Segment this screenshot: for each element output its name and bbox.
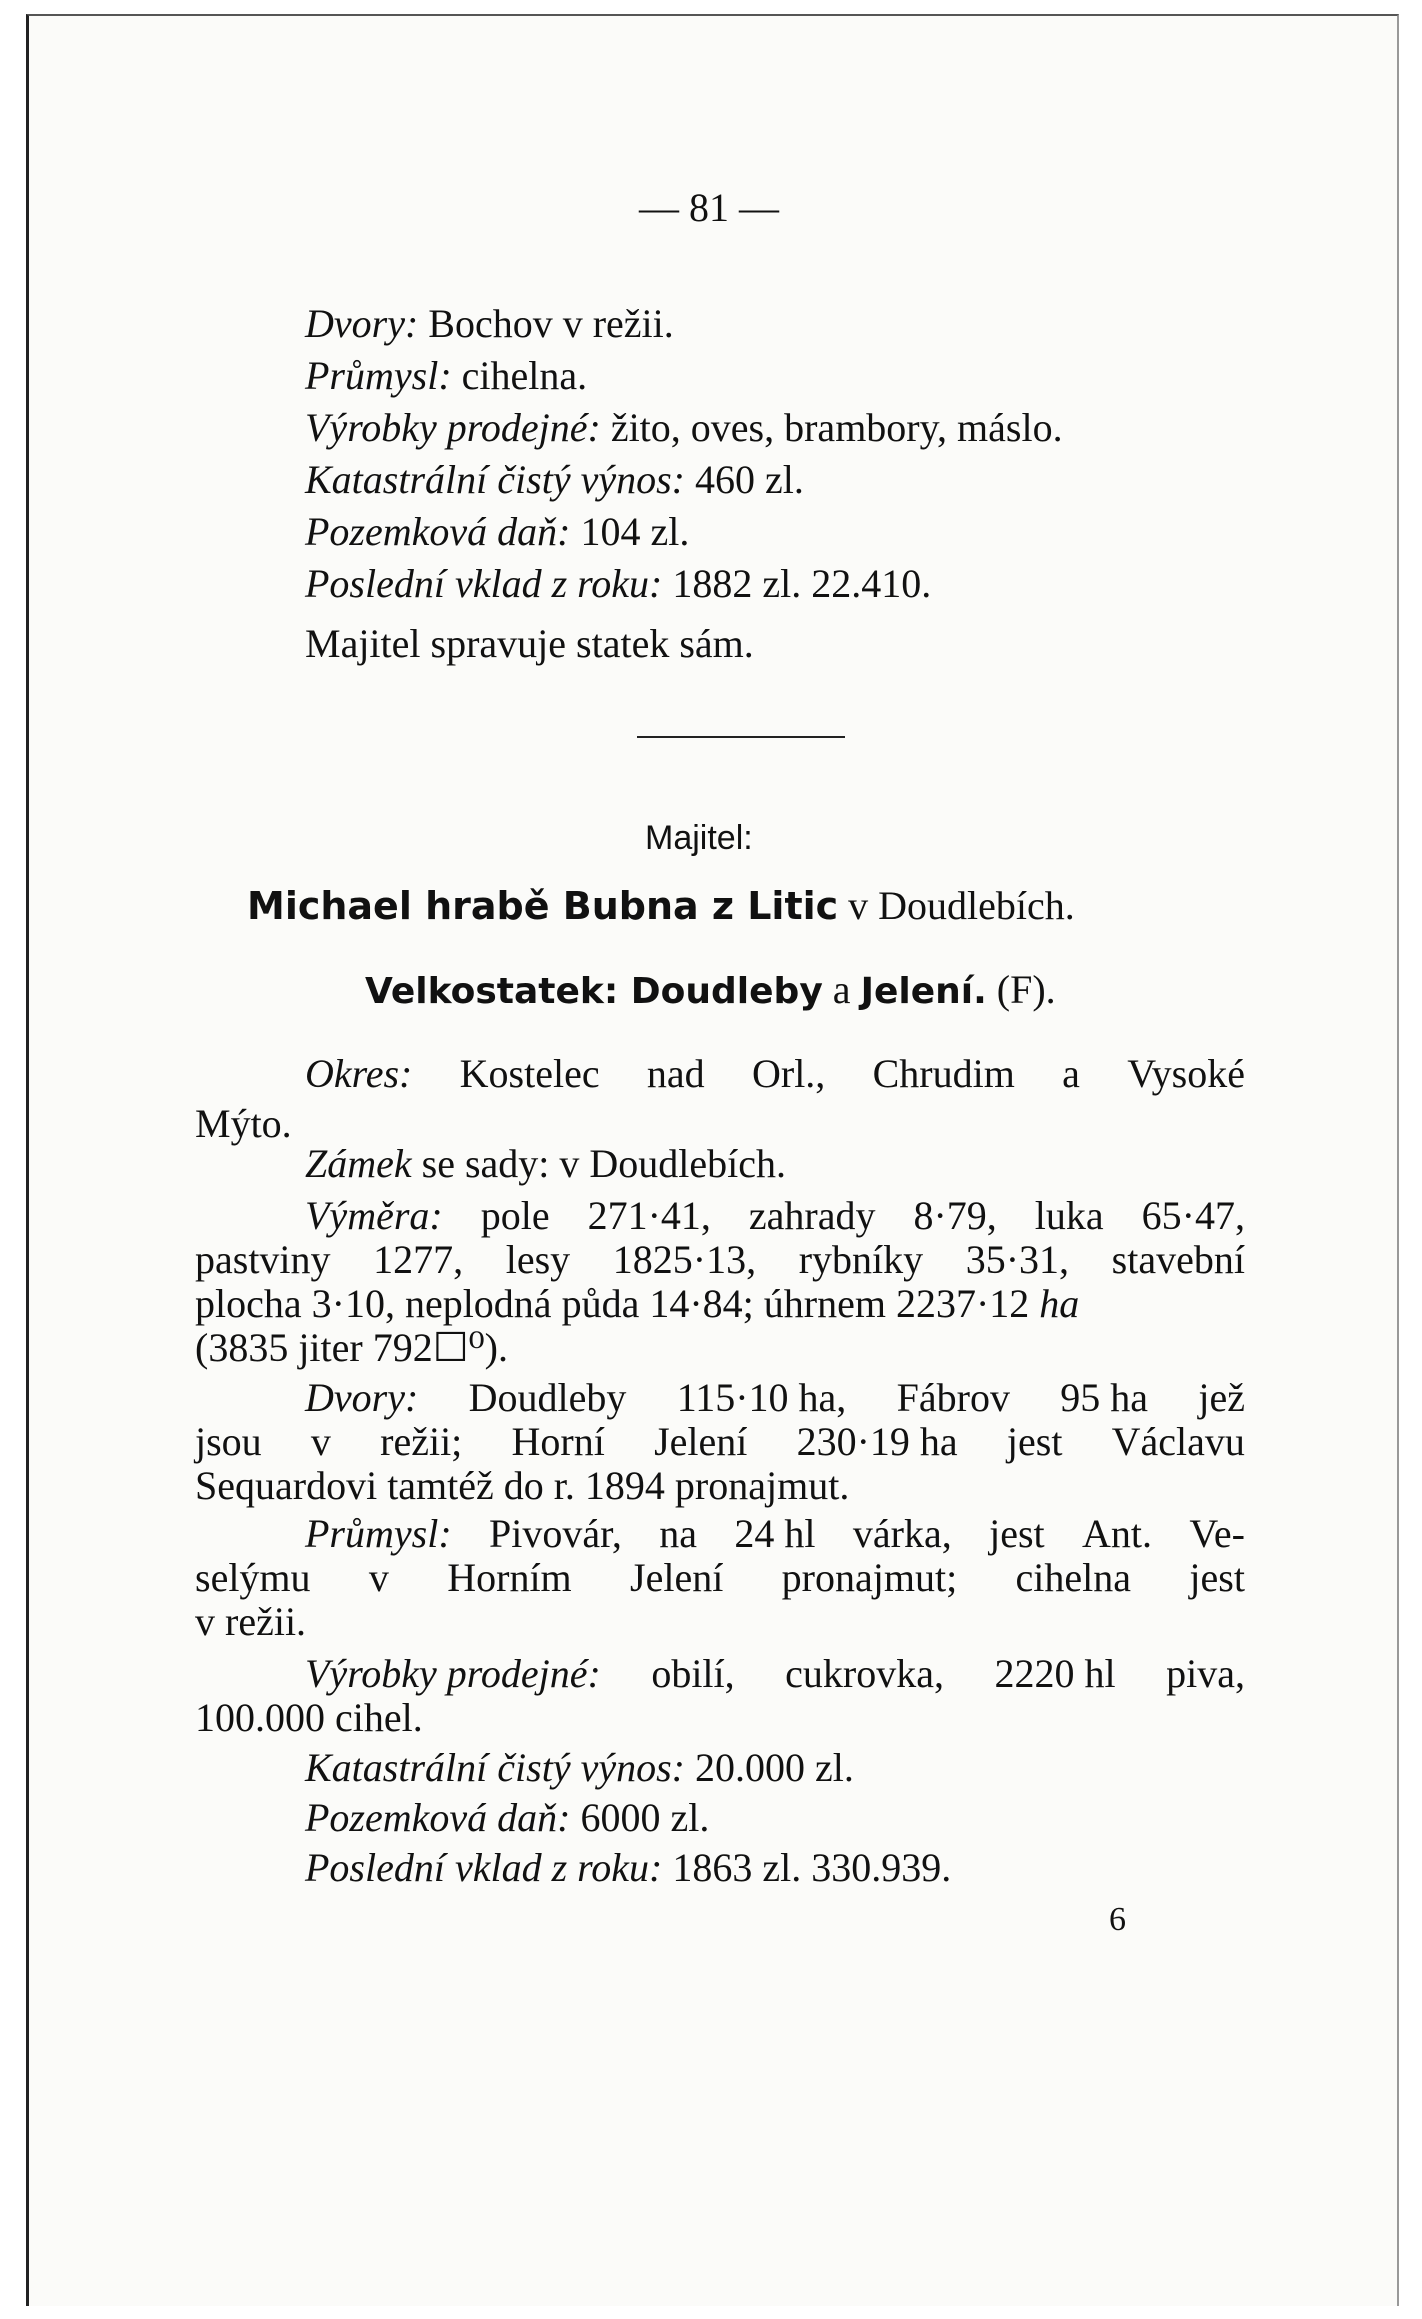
label: Pozemková daň: [305,509,571,554]
label: Dvory: [305,1375,419,1420]
bochov-note: Majitel spravuje statek sám. [305,621,754,666]
book-page [26,14,1399,2306]
word: 65·47, [1141,1193,1245,1238]
word: rybníky [798,1237,924,1282]
label: Poslední vklad z roku: [305,1845,663,1890]
owner-name: Michael hrabě Bubna z Litic [247,884,839,928]
bochov-vyrobky [305,404,1063,452]
label: Pozemková daň: [305,1795,571,1840]
word: Jelení [654,1419,748,1464]
label: Katastrální čistý výnos: [305,1745,685,1790]
label: Výrobky prodejné: [305,1651,601,1696]
word: v [310,1419,331,1464]
dvory-line-1 [305,1374,1245,1422]
bochov-vynos [305,456,804,504]
prumysl-line-1 [305,1510,1245,1558]
value: 460 zl. [684,457,804,502]
word: stavební [1111,1237,1245,1282]
label: Okres: [305,1051,413,1096]
word: Václavu [1111,1419,1245,1464]
word: piva, [1166,1651,1245,1696]
word: Horním [447,1555,572,1600]
word: 24 hl [734,1511,816,1556]
dvory-line-2 [195,1418,1245,1466]
bochov-dan [305,508,689,556]
word: obilí, [651,1651,735,1696]
vymera-line-3 [195,1280,1079,1328]
prumysl-line-2 [195,1554,1245,1602]
word: 2220 hl [994,1651,1116,1696]
word: 1277, [373,1237,464,1282]
word: jež [1198,1375,1245,1420]
word: režii; [380,1419,463,1464]
vyrobky-line-2: 100.000 cihel. [195,1695,423,1740]
word: Doudleby [468,1375,627,1420]
value: cihelna. [451,353,588,398]
estate-label: Velkostatek: Doudleby [365,971,823,1012]
dan-line [305,1794,709,1842]
word: a [1062,1051,1080,1096]
word: Jelení [630,1555,724,1600]
word: na [659,1511,697,1556]
word: 95 ha [1060,1375,1149,1420]
label: Zámek [305,1141,412,1186]
okres-line [305,1050,1245,1098]
zamek-line [305,1140,786,1188]
label: Dvory: [305,301,419,346]
estate-code: (F). [986,967,1056,1012]
label: Katastrální čistý výnos: [305,457,685,502]
word: Horní [511,1419,605,1464]
word: Ant. [1082,1511,1152,1556]
word: jest [989,1511,1045,1556]
word: jest [1189,1555,1245,1600]
bochov-vklad [305,560,931,608]
label: Výrobky prodejné: [305,405,601,450]
word: lesy [505,1237,571,1282]
word: pastviny [195,1237,331,1282]
value: 104 zl. [570,509,690,554]
label: Výměra: [305,1193,443,1238]
label: Poslední vklad z roku: [305,561,663,606]
owner-caption: Majitel: [645,819,753,857]
word: 1825·13, [612,1237,757,1282]
word: cihelna [1015,1555,1132,1600]
sheet-number: 6 [1109,1901,1126,1938]
word: selýmu [195,1555,311,1600]
value: 1882 zl. 22.410. [662,561,932,606]
value: 1863 zl. 330.939. [662,1845,952,1890]
estate-line [365,966,1056,1016]
value: 6000 zl. [570,1795,710,1840]
label: Průmysl: [305,1511,452,1556]
word: 230·19 ha [796,1419,958,1464]
okres-cont: Mýto. [195,1101,292,1146]
owner-name-line [247,882,1075,930]
word: Pivovár, [489,1511,622,1556]
value: Bochov v režii. [418,301,674,346]
vklad-line [305,1844,951,1892]
vymera-line-4: (3835 jiter 792☐⁰). [195,1325,508,1370]
word: várka, [852,1511,952,1556]
word: zahrady [748,1193,876,1238]
word: jest [1006,1419,1063,1464]
word: Chrudim [872,1051,1015,1096]
bochov-prumysl [305,352,587,400]
text: plocha 3·10, neplodná půda 14·84; úhrnem 2237·12 [195,1281,1040,1326]
word: 8·79, [913,1193,997,1238]
value: žito, oves, brambory, máslo. [600,405,1063,450]
section-divider [637,736,845,738]
vymera-line-1 [305,1192,1245,1240]
prumysl-line-3: v režii. [195,1599,307,1644]
value: 20.000 zl. [684,1745,854,1790]
word: cukrovka, [785,1651,944,1696]
word: Kostelec [459,1051,600,1096]
value: se sady: v Doudlebích. [411,1141,787,1186]
unit: ha [1039,1281,1080,1326]
word: pronajmut; [781,1555,958,1600]
word: Vysoké [1127,1051,1245,1096]
estate-and: a [822,967,861,1012]
word: luka [1034,1193,1104,1238]
word: v [368,1555,389,1600]
word: Ve- [1189,1511,1245,1556]
word: pole [480,1193,550,1238]
page-number: — 81 — [639,185,779,230]
word: 271·41, [587,1193,711,1238]
owner-residence: v Doudlebích. [838,883,1075,928]
word: jsou [195,1419,262,1464]
dvory-line-3: Sequardovi tamtéž do r. 1894 pronajmut. [195,1463,850,1508]
vynos-line [305,1744,854,1792]
word: Fábrov [896,1375,1010,1420]
word: Orl., [751,1051,826,1096]
label: Průmysl: [305,353,452,398]
vymera-line-2 [195,1236,1245,1284]
word: 115·10 ha, [676,1375,847,1420]
vyrobky-line-1 [305,1650,1245,1698]
word: 35·31, [965,1237,1070,1282]
bochov-dvory [305,300,674,348]
word: nad [646,1051,705,1096]
estate-second: Jelení. [860,971,987,1012]
